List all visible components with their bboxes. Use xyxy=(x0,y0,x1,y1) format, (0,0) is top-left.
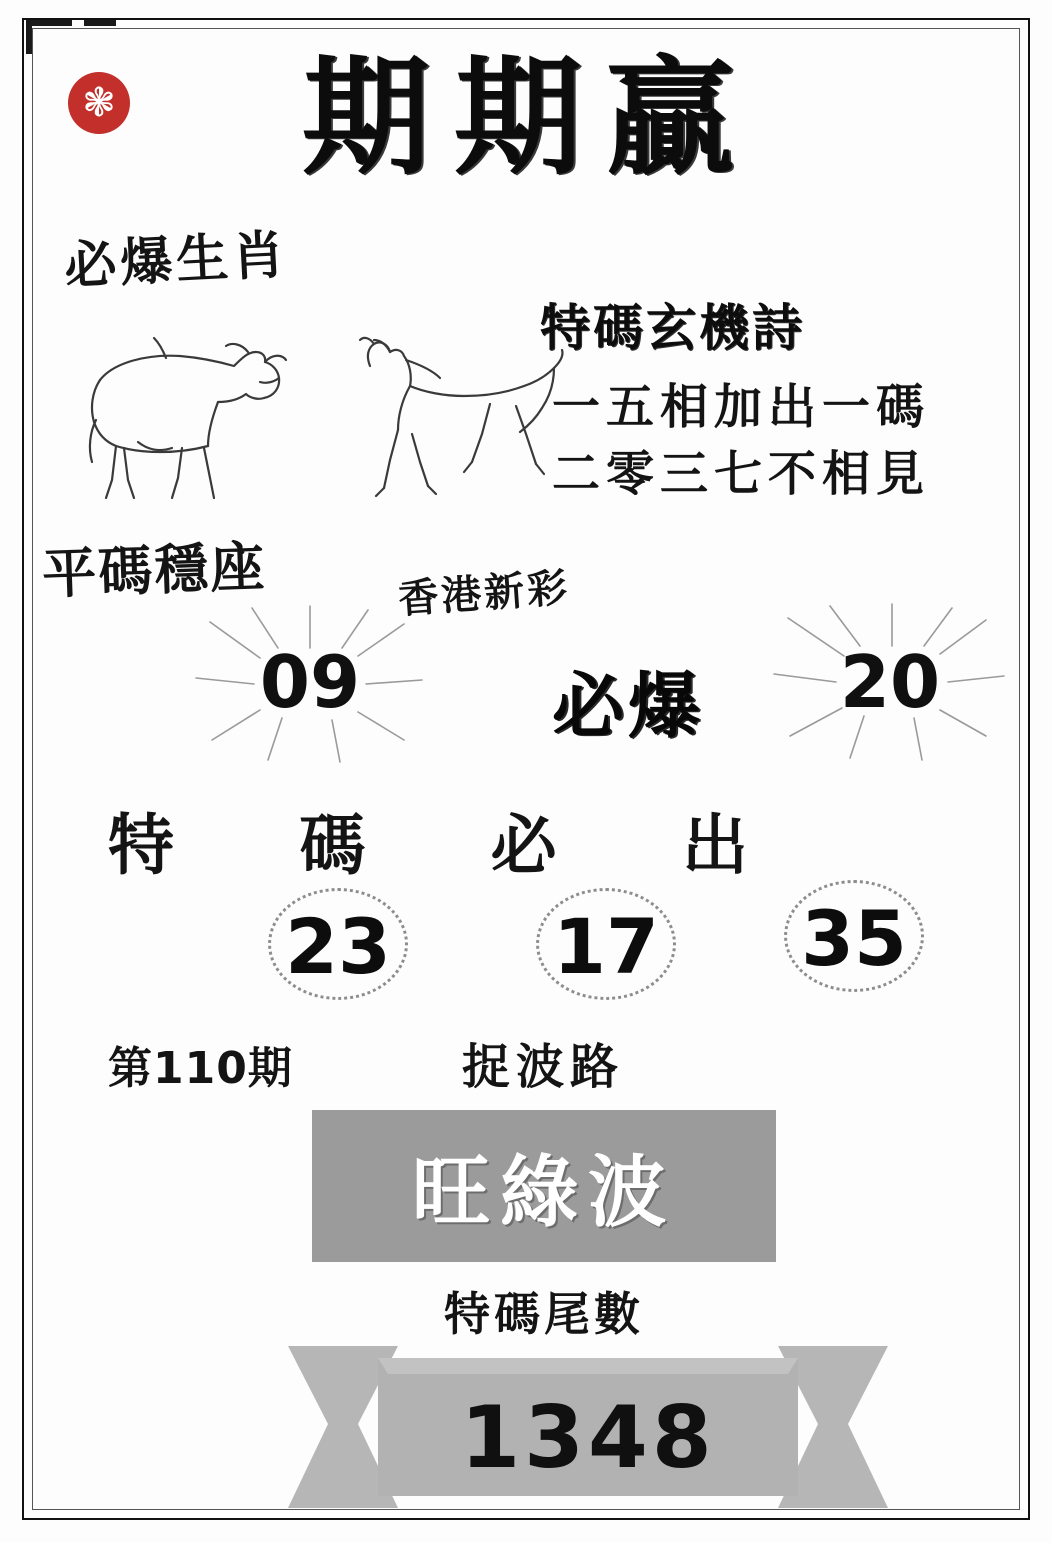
page-title: 期期贏 xyxy=(301,44,758,193)
ox-sketch xyxy=(62,322,292,502)
poem-line-1: 一五相加出一碼 xyxy=(552,379,931,435)
tail-digits-ribbon xyxy=(288,1340,888,1515)
flat-code-left-number: 09 xyxy=(259,640,361,724)
hongkong-label: 香港新彩 xyxy=(396,565,572,623)
zodiac-label: 必爆生肖 xyxy=(62,225,290,297)
bauhinia-flower-icon: ❃ xyxy=(68,72,130,134)
flat-code-right-number: 20 xyxy=(839,640,941,724)
poem-line-2: 二零三七不相見 xyxy=(552,446,931,502)
poem-title: 特碼玄機詩 xyxy=(540,299,805,357)
special-char-3: 必 xyxy=(490,807,557,884)
wave-banner xyxy=(312,1110,776,1262)
special-char-1: 特 xyxy=(108,807,174,884)
special-char-2: 碼 xyxy=(299,807,366,884)
special-char-4: 出 xyxy=(681,807,748,884)
flat-code-label: 平碼穩座 xyxy=(41,535,268,606)
wave-banner-text: 旺綠波 xyxy=(411,1148,676,1238)
must-explode-label: 必爆 xyxy=(552,664,705,748)
special-number-1: 23 xyxy=(268,888,408,1000)
special-number-3: 35 xyxy=(784,880,924,992)
issue-number: 第110期 xyxy=(108,1043,293,1094)
wave-path-label: 捉波路 xyxy=(462,1039,625,1095)
special-code-label xyxy=(108,792,748,887)
starburst-right xyxy=(770,600,1010,770)
horse-sketch xyxy=(340,330,570,505)
starburst-left xyxy=(190,600,430,770)
tail-digits-value: 1348 xyxy=(460,1388,716,1488)
tail-digits-label: 特碼尾數 xyxy=(444,1287,644,1341)
special-number-2: 17 xyxy=(536,888,676,1000)
